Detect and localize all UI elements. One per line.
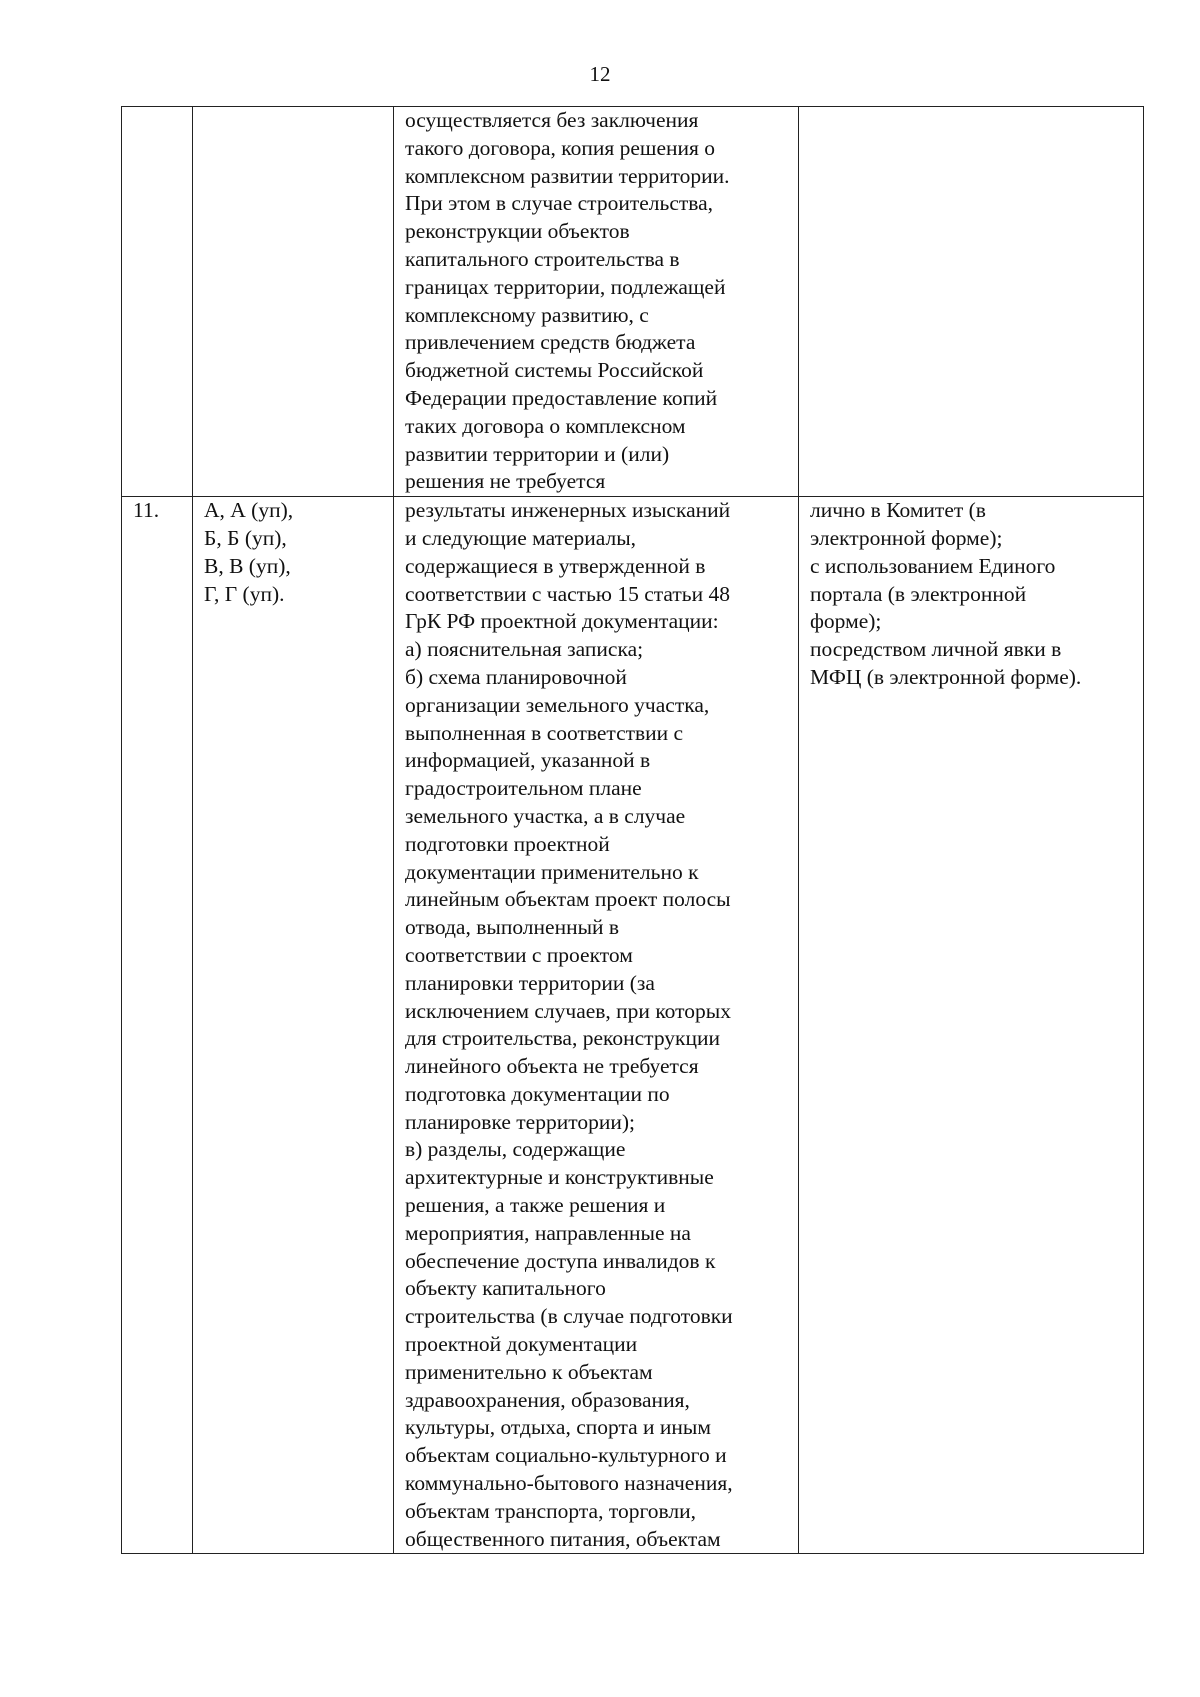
object-categories: А, А (уп), Б, Б (уп), В, В (уп), Г, Г (уп). xyxy=(204,498,294,606)
page-number: 12 xyxy=(589,62,611,86)
documents-cell xyxy=(394,497,799,1554)
methods-cell xyxy=(799,107,1144,497)
categories-cell xyxy=(193,107,394,497)
submission-methods: лично в Комитет (в электронной форме); с использованием Единого портала (в электронной форме); посредством личной явки в МФЦ (в электронной форме). xyxy=(810,498,1082,689)
row-number: 11. xyxy=(133,498,160,523)
table-row xyxy=(122,107,1144,497)
row-number-cell xyxy=(122,497,193,1554)
table-row xyxy=(122,497,1144,1554)
row-number-cell xyxy=(122,107,193,497)
methods-cell xyxy=(799,497,1144,1554)
required-documents: осуществляется без заключения такого договора, копия решения о комплексном развитии территории. При этом в случае строительства, реконструкции объектов капитального строительства в границах территории, подлежащей комплексному развитию, с привлечением средств бюджета бюджетной системы Российской Федерации предоставление копий таких договора о комплексном развитии территории и (или) решения не требуется xyxy=(405,108,730,494)
required-documents: результаты инженерных изысканий и следующие материалы, содержащиеся в утвержденной в соответствии с частью 15 статьи 48 ГрК РФ проектной документации: а) пояснительная записка; б) схема планировочной организации земельного участка, выполненная в соответствии с информацией, указанной в градостроительном плане земельного участка, а в случае подготовки проектной документации применительно к линейным объектам проект полосы отвода, выполненный в соответствии с проектом планировки территории (за исключением случаев, при которых для строительства, реконструкции линейного объекта не требуется подготовка документации по планировке территории); в) разделы, содержащие архитектурные и конструктивные решения, а также решения и мероприятия, направленные на обеспечение доступа инвалидов к объекту капитального строительства (в случае подготовки проектной документации применительно к объектам здравоохранения, образования, культуры, отдыха, спорта и иным объектам социально-культурного и коммунально-бытового назначения, объектам транспорта, торговли, общественного питания, объектам xyxy=(405,498,733,1551)
documents-cell xyxy=(394,107,799,497)
requirements-table xyxy=(121,106,1144,1554)
categories-cell xyxy=(193,497,394,1554)
